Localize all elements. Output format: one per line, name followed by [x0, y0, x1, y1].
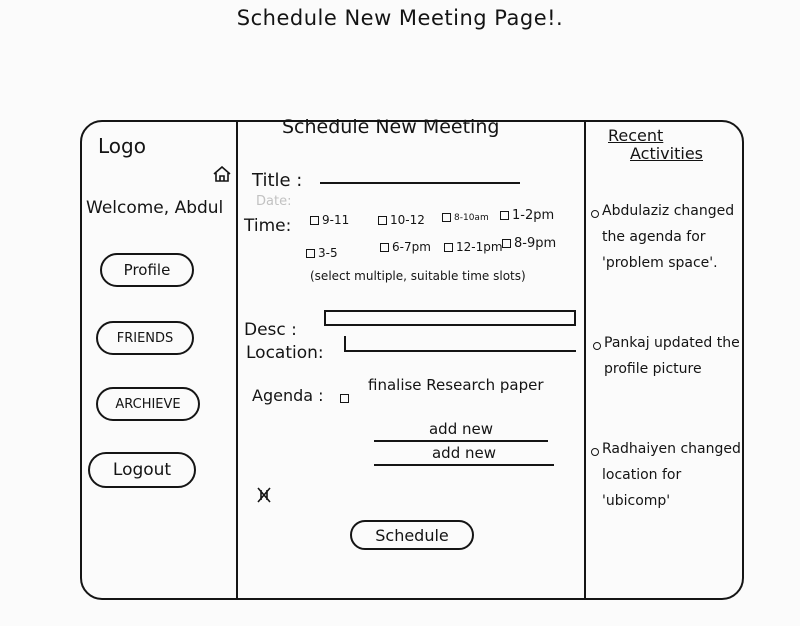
form-heading: Schedule New Meeting [282, 116, 500, 138]
nav-friends-button[interactable]: FRIENDS [96, 321, 194, 355]
agenda-item-checkbox[interactable] [340, 388, 352, 407]
activity-item: Abdulaziz changed the agenda for 'problem space'. [602, 203, 735, 271]
checkbox-icon [310, 216, 319, 225]
page-title: Schedule New Meeting Page!. [236, 6, 564, 30]
time-slot-6-7pm[interactable] [380, 240, 431, 254]
checkbox-icon [380, 243, 389, 252]
schedule-button[interactable]: Schedule [350, 520, 474, 550]
left-divider [236, 120, 238, 600]
add-new-agenda-2[interactable]: add new [374, 444, 554, 466]
checkbox-icon [378, 216, 387, 225]
nav-archieve-button[interactable]: ARCHIEVE [96, 387, 200, 421]
location-label: Location: [246, 343, 324, 363]
desc-label: Desc : [244, 320, 297, 340]
time-slot-label: 8-9pm [514, 236, 557, 251]
time-hint: (select multiple, suitable time slots) [310, 269, 526, 283]
bullet-icon [593, 342, 601, 350]
pin-icon[interactable] [256, 486, 272, 508]
time-label: Time: [244, 216, 292, 236]
activity-item: Pankaj updated the profile picture [604, 335, 740, 377]
time-slot-label: 12-1pm [456, 240, 503, 254]
nav-logout-button[interactable]: Logout [88, 452, 196, 488]
time-slot-label: 8-10am [454, 213, 489, 223]
add-new-agenda-1[interactable]: add new [374, 420, 548, 442]
time-slot-label: 10-12 [390, 213, 425, 227]
checkbox-icon [444, 243, 453, 252]
checkbox-icon [340, 394, 349, 403]
time-slot-label: 9-11 [322, 213, 350, 227]
time-slot-label: 3-5 [318, 246, 338, 260]
logo: Logo [98, 134, 146, 158]
location-input[interactable] [344, 336, 576, 352]
checkbox-icon [306, 249, 315, 258]
checkbox-icon [502, 239, 511, 248]
checkbox-icon [500, 211, 509, 220]
agenda-label: Agenda : [252, 386, 324, 405]
title-label: Title : [252, 170, 303, 191]
right-divider [584, 120, 586, 600]
time-slot-8-10am[interactable] [442, 213, 489, 223]
agenda-item: finalise Research paper [368, 376, 544, 394]
desc-input[interactable] [324, 310, 576, 326]
welcome-text: Welcome, Abdul [86, 198, 224, 218]
time-slot-8-9pm[interactable] [502, 236, 556, 251]
activities-heading-line1: Recent [608, 126, 664, 145]
activities-heading-line2: Activities [630, 144, 703, 163]
nav-profile-button[interactable]: Profile [100, 253, 194, 287]
time-slot-1-2pm[interactable] [500, 208, 554, 223]
date-label: Date: [256, 194, 292, 209]
time-slot-label: 6-7pm [392, 240, 431, 254]
title-input[interactable] [320, 172, 520, 184]
bullet-icon [591, 210, 599, 218]
home-icon[interactable] [213, 166, 231, 186]
checkbox-icon [442, 213, 451, 222]
bullet-icon [591, 448, 599, 456]
time-slot-label: 1-2pm [512, 208, 555, 223]
time-slot-9-11[interactable] [310, 213, 349, 227]
time-slot-3-5[interactable] [306, 246, 338, 260]
activity-item: Radhaiyen changed location for 'ubicomp' [602, 441, 741, 509]
time-slot-10-12[interactable] [378, 213, 425, 227]
time-slot-12-1pm[interactable] [444, 240, 503, 254]
